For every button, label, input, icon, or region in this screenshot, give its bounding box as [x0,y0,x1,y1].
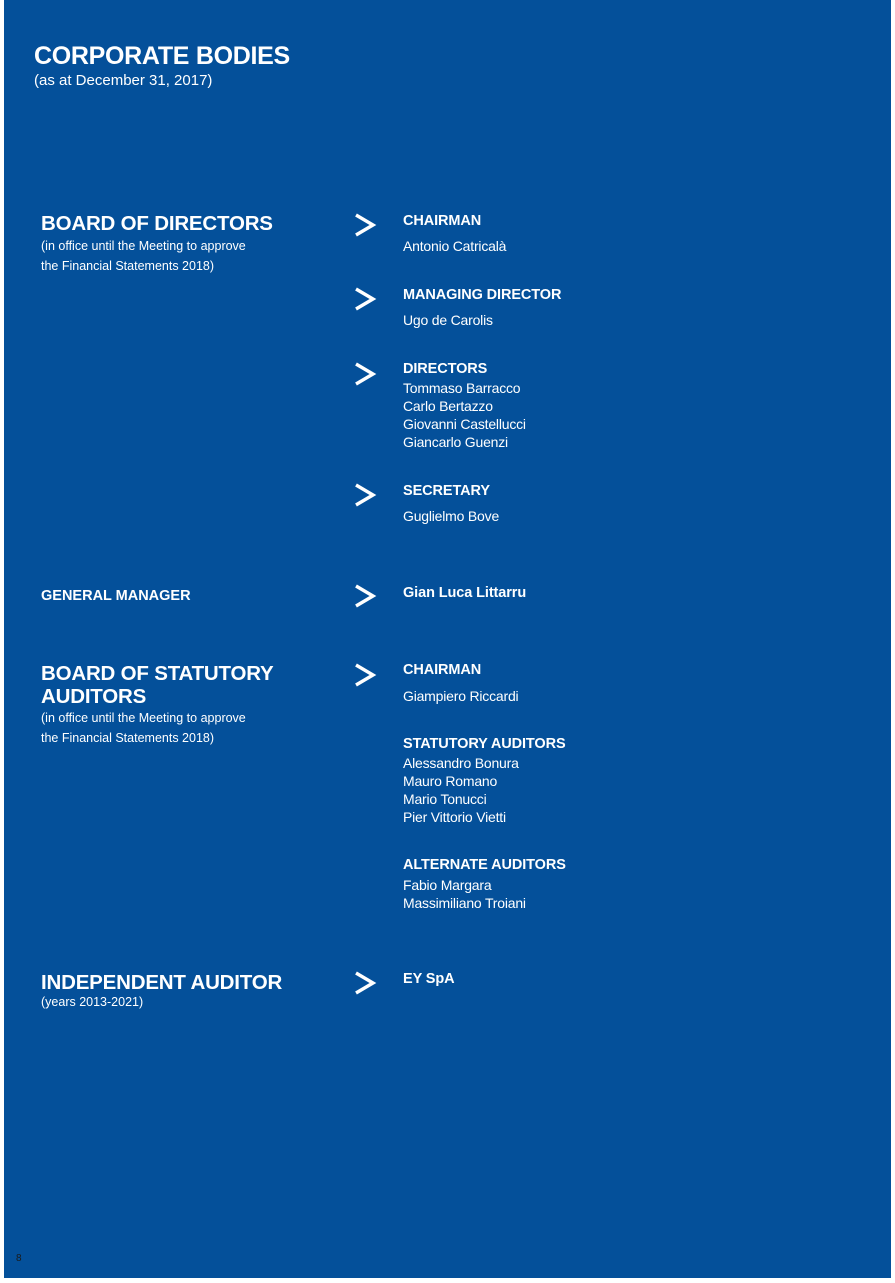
statutory-auditor-name: Mario Tonucci [403,791,487,807]
statutory-auditors-list [403,754,519,826]
bsa-chairman-label: CHAIRMAN [403,662,482,678]
chevron-right-icon [353,286,377,312]
alternate-auditors-label: ALTERNATE AUDITORS [403,857,566,873]
page-subtitle: (as at December 31, 2017) [34,72,213,89]
chevron-right-icon [353,662,377,688]
director-name: Giovanni Castellucci [403,416,526,432]
chevron-right-icon [353,583,377,609]
secretary-label: SECRETARY [403,483,490,499]
chevron-right-icon [353,212,377,238]
alternate-auditors-list [403,876,526,912]
general-manager-name: Gian Luca Littarru [403,585,527,601]
independent-auditor-name: EY SpA [403,971,455,987]
chevron-right-icon [353,970,377,996]
page-number: 8 [16,1253,22,1264]
statutory-auditors-note-line: (in office until the Meeting to approve [41,711,246,725]
bsa-chairman-name: Giampiero Riccardi [403,688,519,704]
independent-auditor-note: (years 2013-2021) [41,995,144,1009]
director-name: Giancarlo Guenzi [403,434,508,450]
directors-label: DIRECTORS [403,361,488,377]
chevron-right-icon [353,482,377,508]
managing-director-label: MANAGING DIRECTOR [403,287,562,303]
secretary-name: Guglielmo Bove [403,508,500,524]
statutory-auditors-board-note [41,708,246,748]
board-of-directors-note [41,236,246,276]
board-of-directors-note-line: the Financial Statements 2018) [41,259,215,273]
statutory-auditors-label: STATUTORY AUDITORS [403,736,566,752]
board-of-directors-title: BOARD OF DIRECTORS [41,212,273,235]
director-name: Tommaso Barracco [403,380,521,396]
statutory-auditors-note-line: the Financial Statements 2018) [41,731,215,745]
statutory-auditor-name: Alessandro Bonura [403,755,519,771]
board-of-directors-note-line: (in office until the Meeting to approve [41,239,246,253]
chevron-right-icon [353,361,377,387]
corporate-bodies-page [4,0,891,1278]
alternate-auditor-name: Fabio Margara [403,877,492,893]
bod-chairman-name: Antonio Catricalà [403,238,507,254]
independent-auditor-title: INDEPENDENT AUDITOR [41,971,283,994]
directors-list [403,379,526,451]
statutory-auditor-name: Mauro Romano [403,773,498,789]
statutory-auditors-board-title [41,662,274,708]
statutory-auditors-board-title-line: AUDITORS [41,685,147,708]
statutory-auditor-name: Pier Vittorio Vietti [403,809,506,825]
page-title: CORPORATE BODIES [34,42,290,70]
general-manager-title: GENERAL MANAGER [41,588,191,604]
statutory-auditors-board-title-line: BOARD OF STATUTORY [41,662,274,685]
managing-director-name: Ugo de Carolis [403,312,493,328]
director-name: Carlo Bertazzo [403,398,493,414]
bod-chairman-label: CHAIRMAN [403,213,482,229]
alternate-auditor-name: Massimiliano Troiani [403,895,526,911]
